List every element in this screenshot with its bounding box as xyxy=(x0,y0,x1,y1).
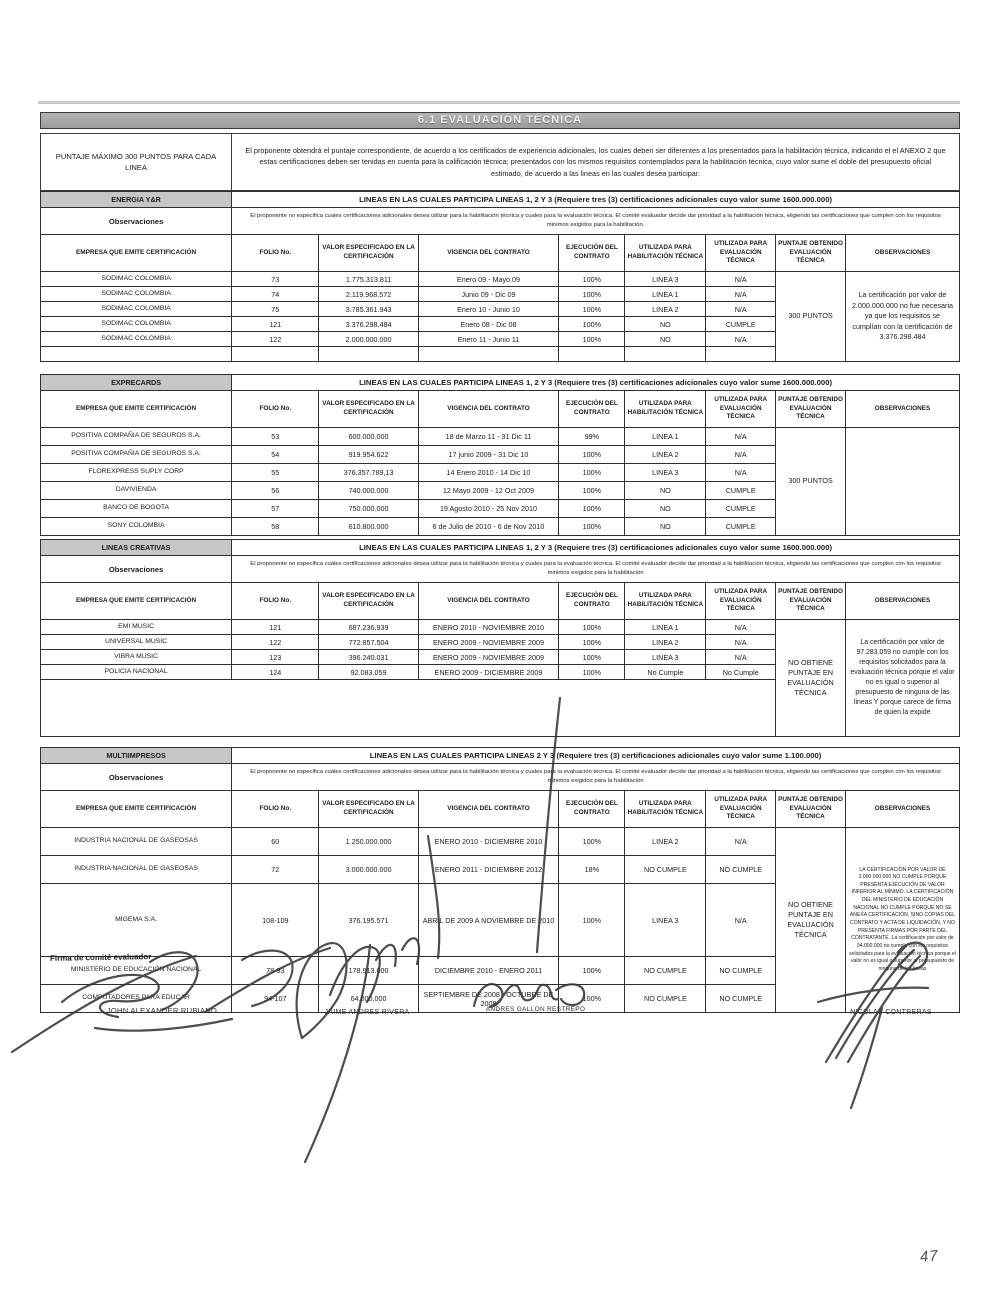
table-cell: 58 xyxy=(232,518,319,536)
table-cell: N/A xyxy=(706,650,776,665)
table-cell: NO xyxy=(625,518,706,536)
table-cell: Enero 08 - Dic 08 xyxy=(418,317,559,332)
table-cell xyxy=(625,347,706,362)
table-cell: SODIMAC COLOMBIA xyxy=(41,272,232,287)
observations-cell xyxy=(845,428,959,536)
table-cell: 100% xyxy=(559,650,625,665)
table-cell: MINISTERIO DE EDUCACIÓN NACIONAL xyxy=(41,957,232,985)
column-header: EJECUCIÓN DEL CONTRATO xyxy=(559,235,625,272)
table-cell: 17 junio 2009 - 31 Dic 10 xyxy=(418,446,559,464)
table-body xyxy=(41,620,960,737)
table-cell: N/A xyxy=(706,428,776,446)
column-header: PUNTAJE OBTENIDO EVALUACIÓN TÉCNICA xyxy=(776,583,846,620)
table-cell: 121 xyxy=(232,317,319,332)
table-cell: 123 xyxy=(232,650,319,665)
table-body xyxy=(41,272,960,362)
column-header-row xyxy=(41,791,960,828)
table-cell: 740.000.000 xyxy=(319,482,418,500)
table-cell: 919.954.622 xyxy=(319,446,418,464)
table-cell: ENERO 2009 - NOVIEMBRE 2009 xyxy=(418,635,559,650)
table-cell: No Cumple xyxy=(625,665,706,680)
column-header: EMPRESA QUE EMITE CERTIFICACIÓN xyxy=(41,235,232,272)
table-cell: SODIMAC COLOMBIA xyxy=(41,302,232,317)
section-header-row xyxy=(41,375,960,391)
column-header: PUNTAJE OBTENIDO EVALUACIÓN TÉCNICA xyxy=(776,235,846,272)
table-cell: 12 Mayo 2009 - 12 Oct 2009 xyxy=(418,482,559,500)
table-cell: LINEA 2 xyxy=(625,446,706,464)
observations-cell: LA CERTIFICACIÓN POR VALOR DE 3.000.000.000 NO CUMPLE PORQUE PRESENTA EJECUCIÓN DE VALOR INFERIOR AL MÍNIMO. LA CERTIFICACIÓN DEL MINISTERIO DE EDUCACIÓN NACIONAL NO CUMPLE PORQUE NO SE ANEXA CERTIFICACIÓN, SINO COPIAS DEL CONTRATO Y ACTA DE LIQUIDACIÓN, Y NO PRESENTA FIRMAS POR PARTE DEL CONTRATANTE. La certificación por valor de 94.000.000 no cumple con los requisitos solicitados para la evaluación técnica porque el valor no es igual o superior al presupuesto de ninguna de las lineas xyxy=(845,828,959,1013)
table-cell: 122 xyxy=(232,332,319,347)
table-cell: 376.195.571 xyxy=(319,884,418,957)
table-cell: 72 xyxy=(232,856,319,884)
column-header: UTILIZADA PARA EVALUACIÓN TÉCNICA xyxy=(706,583,776,620)
table-multiimpresos xyxy=(40,747,960,1013)
table-cell: N/A xyxy=(706,446,776,464)
signature-name: NICOLAS CONTRERAS xyxy=(850,1009,932,1016)
table-cell: SODIMAC COLOMBIA xyxy=(41,287,232,302)
table-cell: 2.119.968.572 xyxy=(319,287,418,302)
column-header: FOLIO No. xyxy=(232,235,319,272)
table-cell: 100% xyxy=(559,500,625,518)
table-cell: 3.785.361.943 xyxy=(319,302,418,317)
table-cell: POLICIA NACIONAL xyxy=(41,665,232,680)
table-cell: ENERO 2010 - NOVIEMBRE 2010 xyxy=(418,620,559,635)
signature-committee-label: Firma de comité evaluador xyxy=(49,952,152,963)
section-header-row xyxy=(41,540,960,556)
table-cell: 1.250.000.000 xyxy=(319,828,418,856)
table-cell: 55 xyxy=(232,464,319,482)
table-cell: ENERO 2010 - DICIEMBRE 2010 xyxy=(418,828,559,856)
column-header: VALOR ESPECIFICADO EN LA CERTIFICACIÓN xyxy=(319,791,418,828)
table-cell: 100% xyxy=(559,317,625,332)
table-cell: 100% xyxy=(559,518,625,536)
table-cell: POSITIVA COMPAÑIA DE SEGUROS S.A. xyxy=(41,428,232,446)
max-score-label: PUNTAJE MÁXIMO 300 PUNTOS PARA CADA LINEA xyxy=(41,134,232,190)
column-header: EJECUCIÓN DEL CONTRATO xyxy=(559,391,625,428)
table-cell: N/A xyxy=(706,620,776,635)
table-cell: SODIMAC COLOMBIA xyxy=(41,317,232,332)
table-cell: N/A xyxy=(706,828,776,856)
table-lineas-creativas xyxy=(40,539,960,737)
table-cell: 100% xyxy=(559,287,625,302)
column-header: OBSERVACIONES xyxy=(845,235,959,272)
table-cell: DICIEMBRE 2010 - ENERO 2011 xyxy=(418,957,559,985)
table-cell: 64.000.000 xyxy=(319,985,418,1013)
section-participa: LINEAS EN LAS CUALES PARTICIPA LINEAS 1, 2 Y 3 (Requiere tres (3) certificaciones adicionales cuyo valor sume 1600.000.000) xyxy=(232,375,960,391)
table-cell: ENERO 2009 - NOVIEMBRE 2009 xyxy=(418,650,559,665)
observations-cell: La certificación por valor de 2.000.000.000 no fue necesaria ya que los requisitos se cumplían con la certificación de 3.376.298.484 xyxy=(845,272,959,362)
table-cell: 100% xyxy=(559,620,625,635)
column-header: VIGENCIA DEL CONTRATO xyxy=(418,583,559,620)
table-cell: COMPUTADORES PARA EDUCAR xyxy=(41,985,232,1013)
column-header: UTILIZADA PARA EVALUACIÓN TÉCNICA xyxy=(706,391,776,428)
observations-cell: La certificación por valor de 97.283.059 no cumple con los requisitos solicitados para la evaluación técnica porque el valor no es igual o superior al presupuesto de ninguna de las lineas Y porque carece de firma de quien la expide xyxy=(845,620,959,737)
column-header: FOLIO No. xyxy=(232,791,319,828)
table-cell: 73 xyxy=(232,272,319,287)
table-cell: 14 Enero 2010 - 14 Dic 10 xyxy=(418,464,559,482)
observations-label: Observaciones xyxy=(41,764,232,791)
table-exprecards xyxy=(40,374,960,536)
table-cell: NO xyxy=(625,482,706,500)
section-participa: LINEAS EN LAS CUALES PARTICIPA LINEAS 1, 2 Y 3 (Requiere tres (3) certificaciones adicionales cuyo valor sume 1600.000.000) xyxy=(232,192,960,208)
table-cell: N/A xyxy=(706,464,776,482)
table-cell: N/A xyxy=(706,884,776,957)
table-cell: LINEA 1 xyxy=(625,428,706,446)
table-cell: NO CUMPLE xyxy=(706,985,776,1013)
table-body xyxy=(41,428,960,536)
table-cell: LINEA 2 xyxy=(625,302,706,317)
signature-name: JAIME ANDRES RIVERA xyxy=(324,1009,410,1016)
table-cell: 124 xyxy=(232,665,319,680)
table-cell: 772.857.504 xyxy=(319,635,418,650)
table-cell: 100% xyxy=(559,272,625,287)
table-row xyxy=(41,428,960,446)
table-cell: 54 xyxy=(232,446,319,464)
table-cell: Enero 10 - Junio 10 xyxy=(418,302,559,317)
column-header-row xyxy=(41,235,960,272)
table-cell: CUMPLE xyxy=(706,500,776,518)
section-label: MULTIIMPRESOS xyxy=(41,748,232,764)
table-cell: 56 xyxy=(232,482,319,500)
table-cell: 100% xyxy=(559,482,625,500)
signature-stroke xyxy=(851,1008,882,1108)
table-cell: LINEA 3 xyxy=(625,650,706,665)
table-cell: Enero 09 - Mayo 09 xyxy=(418,272,559,287)
table-cell: 376.357.789,13 xyxy=(319,464,418,482)
column-header: UTILIZADA PARA HABILITACIÓN TÉCNICA xyxy=(625,235,706,272)
column-header: OBSERVACIONES xyxy=(845,583,959,620)
column-header: OBSERVACIONES xyxy=(845,391,959,428)
table-cell xyxy=(706,347,776,362)
table-cell: 75 xyxy=(232,302,319,317)
table-cell: BANCO DE BOGOTA xyxy=(41,500,232,518)
column-header: EJECUCIÓN DEL CONTRATO xyxy=(559,791,625,828)
table-cell: 100% xyxy=(559,332,625,347)
table-body xyxy=(41,828,960,1013)
table-cell: LINEA 3 xyxy=(625,272,706,287)
table-cell: ENERO 2009 - DICIEMBRE 2009 xyxy=(418,665,559,680)
table-cell: 100% xyxy=(559,884,625,957)
table-cell: LINEA 2 xyxy=(625,635,706,650)
table-cell: INDUSTRIA NACIONAL DE GASEOSAS xyxy=(41,856,232,884)
table-cell: 78-93 xyxy=(232,957,319,985)
section-header-row xyxy=(41,192,960,208)
observations-row xyxy=(41,764,960,791)
column-header: FOLIO No. xyxy=(232,583,319,620)
column-header: EMPRESA QUE EMITE CERTIFICACIÓN xyxy=(41,791,232,828)
table-cell: 687.236.939 xyxy=(319,620,418,635)
column-header: EMPRESA QUE EMITE CERTIFICACIÓN xyxy=(41,583,232,620)
table-cell: POSITIVA COMPAÑIA DE SEGUROS S.A. xyxy=(41,446,232,464)
table-cell: N/A xyxy=(706,287,776,302)
column-header: FOLIO No. xyxy=(232,391,319,428)
column-header: PUNTAJE OBTENIDO EVALUACIÓN TÉCNICA xyxy=(776,391,846,428)
section-participa: LINEAS EN LAS CUALES PARTICIPA LINEAS 1, 2 Y 3 (Requiere tres (3) certificaciones adicionales cuyo valor sume 1600.000.000) xyxy=(232,540,960,556)
table-cell: 60 xyxy=(232,828,319,856)
table-row xyxy=(41,828,960,856)
table-cell: 3.376.298.484 xyxy=(319,317,418,332)
table-cell: LINEA 3 xyxy=(625,464,706,482)
table-cell: 1.775.313.811 xyxy=(319,272,418,287)
column-header: VALOR ESPECIFICADO EN LA CERTIFICACIÓN xyxy=(319,583,418,620)
table-cell: VIBRA MUSIC xyxy=(41,650,232,665)
table-cell: INDUSTRIA NACIONAL DE GASEOSAS xyxy=(41,828,232,856)
section-label: LINEAS CREATIVAS xyxy=(41,540,232,556)
column-header: EMPRESA QUE EMITE CERTIFICACIÓN xyxy=(41,391,232,428)
table-cell: MIGEMA S.A. xyxy=(41,884,232,957)
empty-cell xyxy=(41,680,776,737)
table-cell: N/A xyxy=(706,635,776,650)
table-cell: NO CUMPLE xyxy=(625,957,706,985)
column-header: VALOR ESPECIFICADO EN LA CERTIFICACIÓN xyxy=(319,391,418,428)
table-cell: SODIMAC COLOMBIA xyxy=(41,332,232,347)
column-header-row xyxy=(41,583,960,620)
table-cell: 122 xyxy=(232,635,319,650)
table-cell: 6 de Julio de 2010 - 6 de Nov 2010 xyxy=(418,518,559,536)
observations-text: El proponente no especifica cuales certificaciones adicionales desea utilizar para la habilitación técnica y cuales para la evaluación técnica. El comité evaluador decide dar prioridad a la habilitación técnica, eligiendo las certificaciones que cumplen con los requisitos minimos exigidos para la habilitación xyxy=(232,764,960,791)
column-header: UTILIZADA PARA HABILITACIÓN TÉCNICA xyxy=(625,391,706,428)
table-cell: LINEA 3 xyxy=(625,884,706,957)
table-cell: SONY COLOMBIA xyxy=(41,518,232,536)
handwritten-page-number: 47 xyxy=(919,1247,940,1266)
table-cell: 18% xyxy=(559,856,625,884)
table-cell: 100% xyxy=(559,985,625,1013)
table-cell: N/A xyxy=(706,332,776,347)
table-cell: LINEA 1 xyxy=(625,620,706,635)
signature-name: ANDRES GALLON RESTREPO xyxy=(485,1006,586,1013)
table-cell: ABRIL DE 2009 A NOVIEMBRE DE 2010 xyxy=(418,884,559,957)
column-header: VIGENCIA DEL CONTRATO xyxy=(418,391,559,428)
table-cell: 99% xyxy=(559,428,625,446)
table-cell: NO xyxy=(625,332,706,347)
table-cell: 100% xyxy=(559,957,625,985)
table-cell xyxy=(418,347,559,362)
intro-paragraph: El proponente obtendrá el puntaje correspondiente, de acuerdo a los certificados de experiencia adicionales, los cuales deben ser diferentes a los presentados para la habilitación técnica, indicando el el ANEXO 2 que estas certificaciones deben ser tenidas en cuenta para la calificación técnica; presentados con los mismos requisitos contemplados para la habilitación técnica, cuyo valor sume el doble del presupuesto oficial estimado, de acuerdo a las lineas en las cuales desea participar. xyxy=(245,146,946,178)
observations-label: Observaciones xyxy=(41,208,232,235)
table-cell: DAVIVIENDA xyxy=(41,482,232,500)
table-cell: UNIVERSAL MUSIC xyxy=(41,635,232,650)
table-cell: 57 xyxy=(232,500,319,518)
table-cell: ENERO 2011 - DICIEMBRE 2012 xyxy=(418,856,559,884)
column-header: EJECUCIÓN DEL CONTRATO xyxy=(559,583,625,620)
table-cell: EMI MUSIC xyxy=(41,620,232,635)
table-cell: No Cumple xyxy=(706,665,776,680)
observations-text: El proponente no especifica cuales certificaciones adicionales desea utilizar para la habilitación técnica y cuales para la evaluación técnica. El comité evaluador decide dar prioridad a la habilitación técnica, eligiendo las certificaciones que cumplen con los requisitos minimos exigidos para la habilitación. xyxy=(232,208,960,235)
table-energia-yr xyxy=(40,191,960,362)
table-row xyxy=(41,272,960,287)
table-cell: 750.000.000 xyxy=(319,500,418,518)
table-cell: 100% xyxy=(559,446,625,464)
table-cell: 18 de Marzo 11 - 31 Dic 11 xyxy=(418,428,559,446)
table-cell: CUMPLE xyxy=(706,317,776,332)
table-cell: FLOREXPRESS SUPLY CORP xyxy=(41,464,232,482)
table-cell: N/A xyxy=(706,302,776,317)
table-row xyxy=(41,620,960,635)
table-cell: 178.913.000 xyxy=(319,957,418,985)
table-cell xyxy=(319,347,418,362)
table-cell: 600.000.000 xyxy=(319,428,418,446)
column-header: VALOR ESPECIFICADO EN LA CERTIFICACIÓN xyxy=(319,235,418,272)
score-cell: 300 PUNTOS xyxy=(776,272,846,362)
table-cell: 100% xyxy=(559,302,625,317)
column-header: UTILIZADA PARA EVALUACIÓN TÉCNICA xyxy=(706,791,776,828)
signature-name: JOHN ALEXANDER RUBIANO xyxy=(106,1006,218,1015)
observations-row xyxy=(41,556,960,583)
table-cell: 396.240.031 xyxy=(319,650,418,665)
intro-block xyxy=(40,133,960,191)
table-cell: 92.083.059 xyxy=(319,665,418,680)
table-cell: 100% xyxy=(559,828,625,856)
table-cell: N/A xyxy=(706,272,776,287)
document-page xyxy=(40,112,960,1013)
table-cell: NO xyxy=(625,500,706,518)
table-cell: 94-107 xyxy=(232,985,319,1013)
table-cell: CUMPLE xyxy=(706,518,776,536)
table-cell: 3.000.000.000 xyxy=(319,856,418,884)
observations-label: Observaciones xyxy=(41,556,232,583)
section-label: ENERGIA Y&R xyxy=(41,192,232,208)
table-cell: SEPTIEMBRE DE 2008 - OCTUBRE DE 2008 xyxy=(418,985,559,1013)
table-cell xyxy=(41,347,232,362)
table-cell: 108-109 xyxy=(232,884,319,957)
table-cell: 100% xyxy=(559,635,625,650)
table-cell: 19 Agosto 2010 - 25 Nov 2010 xyxy=(418,500,559,518)
section-participa: LINEAS EN LAS CUALES PARTICIPA LINEAS 2 Y 3 (Requiere tres (3) certificaciones adicionales cuyo valor sume 1.100.000) xyxy=(232,748,960,764)
table-cell: 100% xyxy=(559,464,625,482)
column-header: UTILIZADA PARA HABILITACIÓN TÉCNICA xyxy=(625,791,706,828)
section-header-row xyxy=(41,748,960,764)
column-header-row xyxy=(41,391,960,428)
table-cell: NO CUMPLE xyxy=(706,856,776,884)
table-cell: Junio 09 - Dic 09 xyxy=(418,287,559,302)
score-cell: NO OBTIENE PUNTAJE EN EVALUACIÓN TÉCNICA xyxy=(776,620,846,737)
table-cell: CUMPLE xyxy=(706,482,776,500)
table-cell: LINEA 2 xyxy=(625,828,706,856)
column-header: OBSERVACIONES xyxy=(845,791,959,828)
column-header: VIGENCIA DEL CONTRATO xyxy=(418,791,559,828)
section-title: 6.1 EVALUACIÓN TÉCNICA xyxy=(40,112,960,129)
table-cell: 121 xyxy=(232,620,319,635)
table-cell: NO CUMPLE xyxy=(625,856,706,884)
observations-text: El proponente no especifica cuales certificaciones adicionales desea utilizar para la habilitación técnica y cuales para la evaluación técnica. El comité evaluador decide dar prioridad a la habilitación técnica, eligiendo las certificaciones que cumplen con los requisitos minimos exigidos para la habilitación xyxy=(232,556,960,583)
column-header: VIGENCIA DEL CONTRATO xyxy=(418,235,559,272)
score-cell: 300 PUNTOS xyxy=(776,428,846,536)
table-cell: 53 xyxy=(232,428,319,446)
column-header: UTILIZADA PARA EVALUACIÓN TÉCNICA xyxy=(706,235,776,272)
table-cell: NO CUMPLE xyxy=(706,957,776,985)
table-cell: 74 xyxy=(232,287,319,302)
scan-artifact xyxy=(38,101,960,104)
signature-stroke xyxy=(95,1019,232,1031)
table-cell: 2.000.000.000 xyxy=(319,332,418,347)
table-cell: 100% xyxy=(559,665,625,680)
section-label: EXPRECARDS xyxy=(41,375,232,391)
table-cell: NO CUMPLE xyxy=(625,985,706,1013)
table-cell xyxy=(559,347,625,362)
table-cell: 610.800.000 xyxy=(319,518,418,536)
column-header: UTILIZADA PARA HABILITACIÓN TÉCNICA xyxy=(625,583,706,620)
table-cell: Enero 11 - Junio 11 xyxy=(418,332,559,347)
table-cell xyxy=(232,347,319,362)
score-cell: NO OBTIENE PUNTAJE EN EVALUACIÓN TÉCNICA xyxy=(776,828,846,1013)
column-header: PUNTAJE OBTENIDO EVALUACIÓN TÉCNICA xyxy=(776,791,846,828)
table-cell: NO xyxy=(625,317,706,332)
observations-row xyxy=(41,208,960,235)
table-cell: LINEA 1 xyxy=(625,287,706,302)
